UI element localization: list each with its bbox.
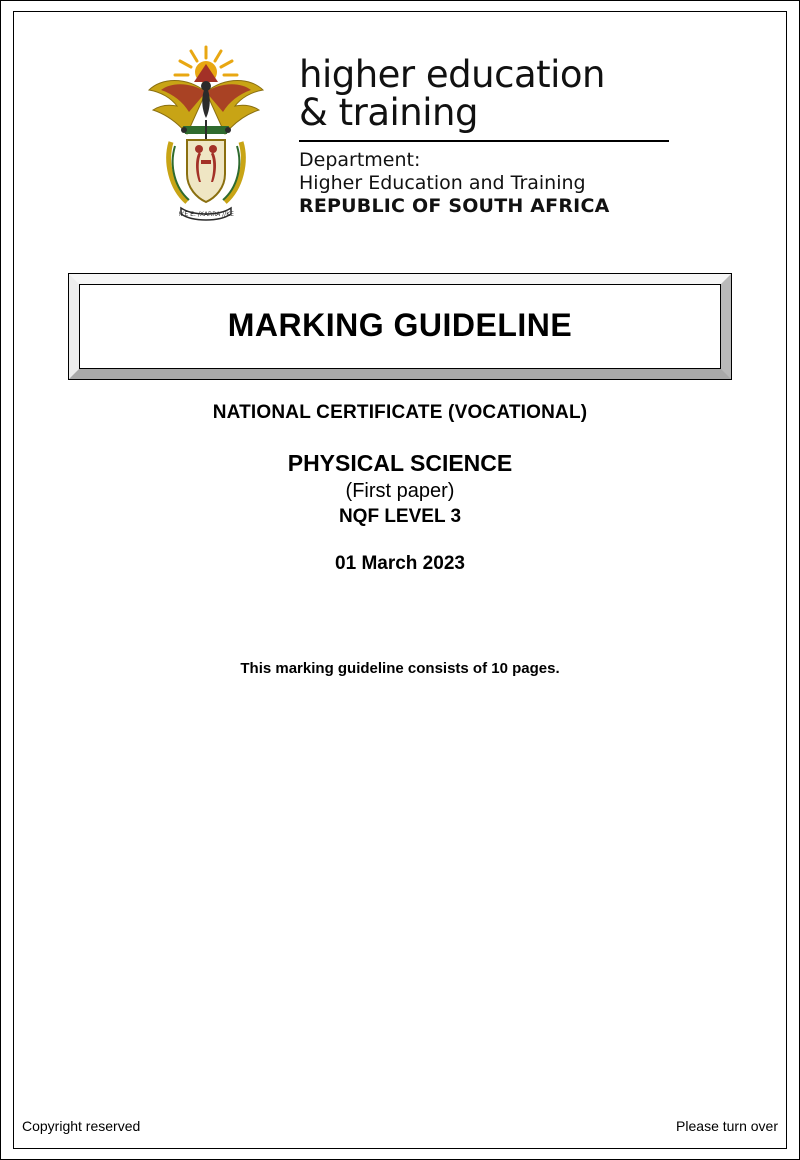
title-box-bevel (69, 274, 731, 379)
exam-meta (40, 402, 760, 575)
nqf-level: NQF LEVEL 3 (338, 506, 462, 527)
title-box (68, 273, 732, 380)
svg-text:!KE E: /XARRA //KE: !KE E: /XARRA //KE (178, 211, 234, 218)
page-count-note: This marking guideline consists of 10 pages. (240, 660, 560, 677)
exam-date: 01 March 2023 (335, 553, 465, 574)
wordmark-divider (299, 140, 669, 142)
dept-title-line2: & training (299, 91, 478, 134)
page-title: MARKING GUIDELINE (227, 307, 573, 343)
dept-name: Higher Education and Training (299, 172, 586, 194)
footer-turn-over: Please turn over (676, 1118, 778, 1134)
coat-of-arms-icon (131, 42, 281, 227)
dept-country: REPUBLIC OF SOUTH AFRICA (299, 195, 610, 217)
page-footer (14, 1118, 786, 1134)
subject-name: PHYSICAL SCIENCE (287, 450, 513, 476)
document-header (40, 42, 760, 227)
footer-copyright: Copyright reserved (22, 1118, 141, 1134)
page-border-inner (13, 11, 787, 1149)
dept-title-line1: higher education (299, 53, 605, 96)
dept-label: Department: (299, 149, 421, 171)
paper-number: (First paper) (345, 480, 455, 502)
title-box-inner (79, 284, 721, 369)
department-wordmark (299, 42, 669, 218)
certificate-name: NATIONAL CERTIFICATE (VOCATIONAL) (212, 402, 588, 423)
